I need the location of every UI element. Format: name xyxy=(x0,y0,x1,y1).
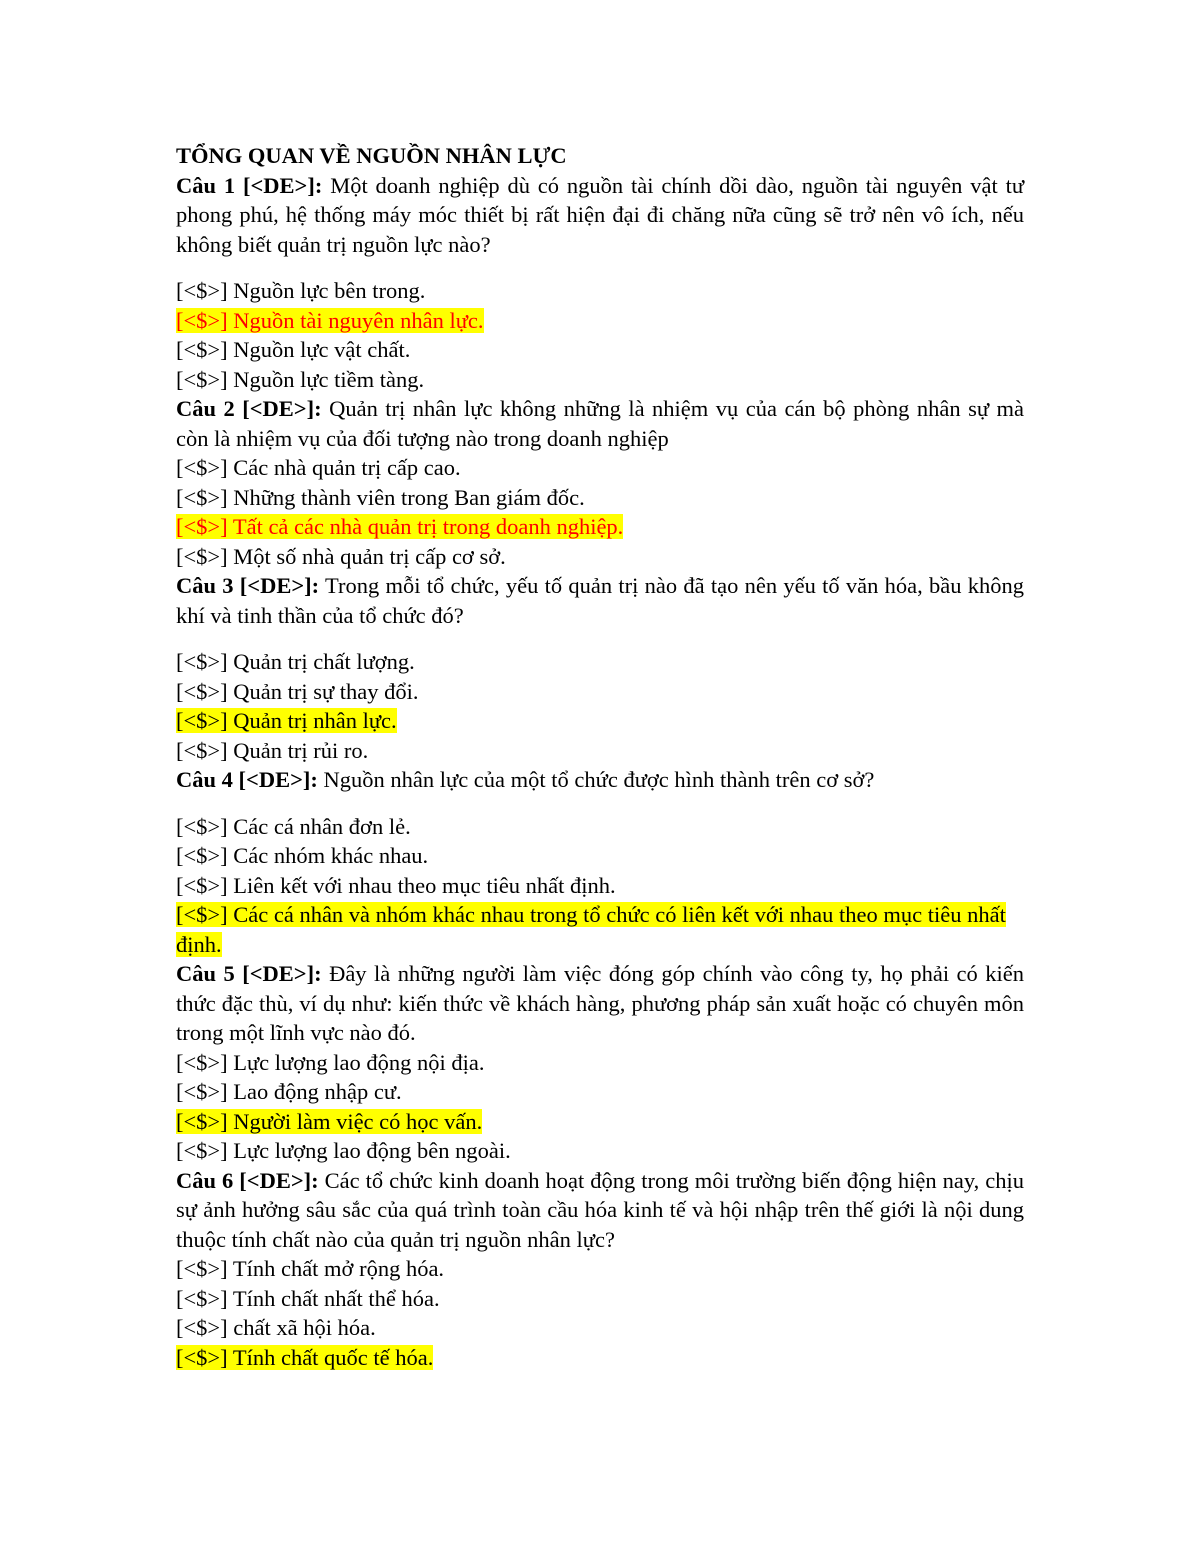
question-4-option-4-text: [<$>] Các cá nhân và nhóm khác nhau trong tổ chức có liên kết với nhau theo mục tiêu nhất định. xyxy=(176,902,1006,957)
question-5-label: Câu 5 [<DE>]: xyxy=(176,961,322,986)
question-6-label: Câu 6 [<DE>]: xyxy=(176,1167,319,1193)
question-1-option-3: [<$>] Nguồn lực vật chất. xyxy=(176,337,411,362)
question-5-option-2: [<$>] Lao động nhập cư. xyxy=(176,1079,402,1104)
question-6-text: Các tổ chức kinh doanh hoạt động trong môi trường biến động hiện nay, chịu sự ảnh hưởng sâu sắc của quá trình toàn cầu hóa kinh tế và hội nhập trên thế giới là nội dung thuộc tính chất nào của quản trị nguồn nhân lực? xyxy=(176,1167,1025,1252)
question-2-text: Quản trị nhân lực không những là nhiệm vụ của cán bộ phòng nhân sự mà còn là nhiệm vụ của đối tượng nào trong doanh nghiệp xyxy=(176,396,1024,451)
question-6 xyxy=(176,1166,1024,1255)
question-5-option-1: [<$>] Lực lượng lao động nội địa. xyxy=(176,1049,485,1075)
question-4-option-1: [<$>] Các cá nhân đơn lẻ. xyxy=(176,813,411,839)
question-4-text: Nguồn nhân lực của một tổ chức được hình thành trên cơ sở? xyxy=(317,767,875,792)
question-4-label: Câu 4 [<DE>]: xyxy=(176,767,318,792)
question-1-text: Một doanh nghiệp dù có nguồn tài chính dồi dào, nguồn tài nguyên vật tư phong phú, hệ thống máy móc thiết bị rất hiện đại đi chăng nữa cũng sẽ trở nên vô ích, nếu không biết quản trị nguồn lực nào? xyxy=(176,172,1025,257)
document-page xyxy=(176,141,1024,1372)
question-3-option-3-text: [<$>] Quản trị nhân lực. xyxy=(176,708,397,733)
question-4 xyxy=(176,765,1024,795)
question-1-option-1: [<$>] Nguồn lực bên trong. xyxy=(176,278,426,303)
question-5-option-4: [<$>] Lực lượng lao động bên ngoài. xyxy=(176,1138,511,1163)
question-5-option-3 xyxy=(176,1107,1024,1137)
question-3-option-3 xyxy=(176,706,1024,736)
question-6-option-3: [<$>] chất xã hội hóa. xyxy=(176,1315,376,1340)
question-1-option-4: [<$>] Nguồn lực tiềm tàng. xyxy=(176,366,425,392)
question-2-option-3 xyxy=(176,512,1024,542)
question-3-option-2: [<$>] Quản trị sự thay đổi. xyxy=(176,678,419,704)
question-2-option-2: [<$>] Những thành viên trong Ban giám đốc. xyxy=(176,484,585,510)
question-6-option-4-text: [<$>] Tính chất quốc tế hóa. xyxy=(176,1344,434,1370)
question-3-option-4: [<$>] Quản trị rủi ro. xyxy=(176,737,369,763)
question-6-option-2: [<$>] Tính chất nhất thể hóa. xyxy=(176,1285,440,1311)
question-6-option-4 xyxy=(176,1343,1024,1373)
question-5-option-3-text: [<$>] Người làm việc có học vấn. xyxy=(176,1108,483,1134)
question-1-label: Câu 1 [<DE>]: xyxy=(176,172,323,198)
question-4-option-2: [<$>] Các nhóm khác nhau. xyxy=(176,843,429,868)
question-5-text: Đây là những người làm việc đóng góp chính vào công ty, họ phải có kiến thức đặc thù, ví dụ như: kiến thức về khách hàng, phương pháp sản xuất hoặc có chuyên môn trong một lĩnh vực nào đó. xyxy=(176,961,1024,1045)
question-5 xyxy=(176,959,1024,1048)
question-1-option-2-text: [<$>] Nguồn tài nguyên nhân lực. xyxy=(176,307,484,333)
question-6-option-1: [<$>] Tính chất mở rộng hóa. xyxy=(176,1256,445,1281)
page-title: TỔNG QUAN VỀ NGUỒN NHÂN LỰC xyxy=(176,143,567,168)
question-2-label: Câu 2 [<DE>]: xyxy=(176,396,322,421)
question-3 xyxy=(176,571,1024,630)
question-3-text: Trong mỗi tổ chức, yếu tố quản trị nào đã tạo nên yếu tố văn hóa, bầu không khí và tinh thần của tổ chức đó? xyxy=(176,573,1025,628)
question-3-label: Câu 3 [<DE>]: xyxy=(176,573,320,598)
question-3-option-1: [<$>] Quản trị chất lượng. xyxy=(176,649,415,674)
question-4-option-4 xyxy=(176,900,1024,959)
question-2-option-3-text: [<$>] Tất cả các nhà quản trị trong doanh nghiệp. xyxy=(176,514,624,539)
question-4-option-3: [<$>] Liên kết với nhau theo mục tiêu nhất định. xyxy=(176,872,616,898)
question-2 xyxy=(176,394,1024,453)
question-2-option-4: [<$>] Một số nhà quản trị cấp cơ sở. xyxy=(176,543,506,569)
question-2-option-1: [<$>] Các nhà quản trị cấp cao. xyxy=(176,455,461,480)
question-1 xyxy=(176,171,1024,260)
question-1-option-2 xyxy=(176,306,1024,336)
